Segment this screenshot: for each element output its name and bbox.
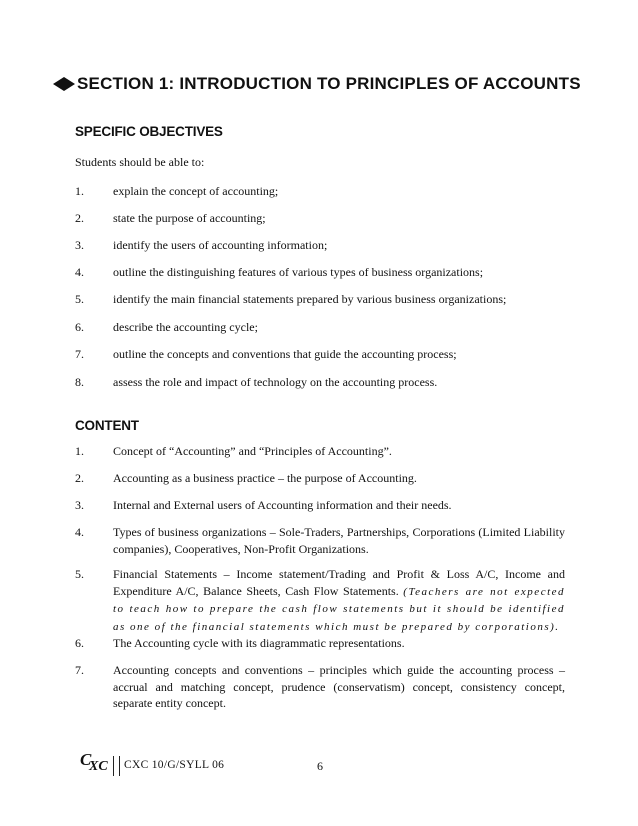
page-number: 6 xyxy=(317,759,323,773)
item-text: describe the accounting cycle; xyxy=(113,320,258,334)
item-number: 4. xyxy=(75,265,84,279)
item-text: Financial Statements – Income statement/Trading and Profit & Loss A/C, Income and Expenditure A/C, Balance Sheets, Cash Flow Statements. xyxy=(113,567,565,598)
section-title-text: SECTION 1: INTRODUCTION TO PRINCIPLES OF ACCOUNTS xyxy=(77,74,581,93)
item-text: outline the distinguishing features of various types of business organizations; xyxy=(113,265,484,279)
content-item xyxy=(75,566,565,635)
objective-item xyxy=(75,210,565,227)
content-item xyxy=(75,524,565,557)
content-item xyxy=(75,470,565,487)
teacher-note: (Teachers are not expected to teach how to prepare the cash flow statements but it should be identified as one of the financial statements which must be prepared by corporations). xyxy=(113,585,566,633)
item-number: 2. xyxy=(75,471,84,485)
item-number: 7. xyxy=(75,347,84,361)
item-text: The Accounting cycle with its diagrammatic representations. xyxy=(113,636,405,650)
objective-item xyxy=(75,374,565,391)
item-number: 6. xyxy=(75,636,84,650)
item-text: explain the concept of accounting; xyxy=(113,184,279,198)
item-text-block xyxy=(113,566,565,635)
cxc-logo xyxy=(80,750,108,774)
footer-divider xyxy=(113,756,120,776)
item-number: 6. xyxy=(75,320,84,334)
item-number: 2. xyxy=(75,211,84,225)
logo-xc: XC xyxy=(89,759,108,774)
page-footer xyxy=(80,750,380,780)
diamond-bullet-icon xyxy=(53,77,75,91)
objectives-heading: SPECIFIC OBJECTIVES xyxy=(75,124,223,139)
objective-item xyxy=(75,346,565,363)
objective-item xyxy=(75,319,565,336)
content-heading: CONTENT xyxy=(75,418,139,433)
item-number: 5. xyxy=(75,292,84,306)
objective-item xyxy=(75,183,565,200)
item-text: Accounting as a business practice – the purpose of Accounting. xyxy=(113,471,417,485)
section-title xyxy=(53,74,581,94)
item-number: 1. xyxy=(75,184,84,198)
content-item xyxy=(75,443,565,460)
logo-c: C xyxy=(80,750,92,769)
objectives-intro: Students should be able to: xyxy=(75,155,205,169)
item-number: 1. xyxy=(75,444,84,458)
item-number: 3. xyxy=(75,238,84,252)
item-number: 3. xyxy=(75,498,84,512)
item-text: identify the users of accounting information; xyxy=(113,238,328,252)
item-text: identify the main financial statements prepared by various business organizations; xyxy=(113,292,507,306)
item-text: Types of business organizations – Sole-Traders, Partnerships, Corporations (Limited Liability companies), Cooperatives, Non-Profit Organizations. xyxy=(113,525,565,556)
item-number: 5. xyxy=(75,567,84,581)
item-text: outline the concepts and conventions that guide the accounting process; xyxy=(113,347,457,361)
objective-item xyxy=(75,237,565,254)
item-text: Internal and External users of Accounting information and their needs. xyxy=(113,498,452,512)
item-text: Accounting concepts and conventions – principles which guide the accounting process – accrual and matching concept, prudence (conservatism) concept, consistency concept, separate entity concept. xyxy=(113,663,565,710)
content-item xyxy=(75,497,565,514)
item-text: assess the role and impact of technology on the accounting process. xyxy=(113,375,438,389)
item-number: 8. xyxy=(75,375,84,389)
content-item xyxy=(75,635,565,652)
syllabus-code: CXC 10/G/SYLL 06 xyxy=(124,759,225,771)
objective-item xyxy=(75,264,565,281)
content-item xyxy=(75,662,565,712)
item-text: Concept of “Accounting” and “Principles of Accounting”. xyxy=(113,444,392,458)
item-text: state the purpose of accounting; xyxy=(113,211,266,225)
objective-item xyxy=(75,291,565,308)
item-number: 4. xyxy=(75,525,84,539)
item-number: 7. xyxy=(75,663,84,677)
